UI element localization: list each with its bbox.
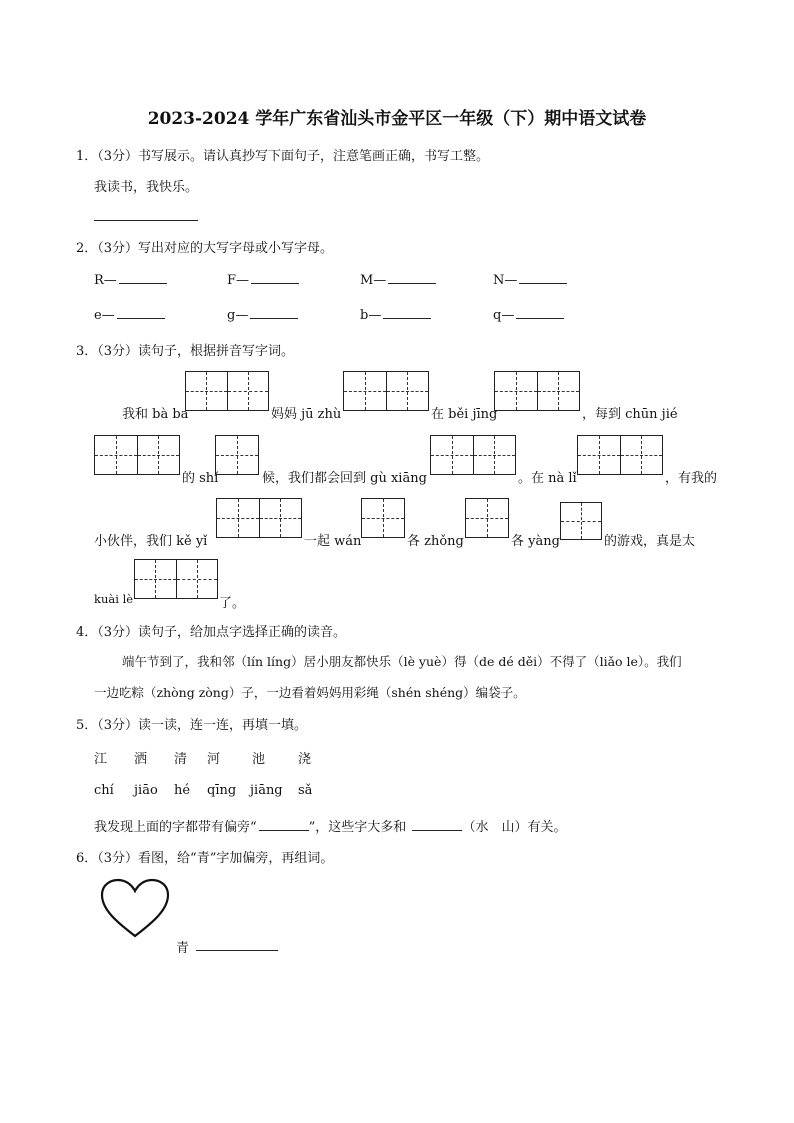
pinyin[interactable]: qīng <box>207 783 237 798</box>
answer-blank[interactable] <box>250 307 298 319</box>
writing-grid[interactable] <box>134 559 218 599</box>
writing-grid[interactable] <box>94 435 180 475</box>
q3-text: 的游戏，真是太 <box>604 534 696 549</box>
q3-text: ，每到 chūn jié <box>582 407 678 422</box>
writing-grid[interactable] <box>494 371 580 411</box>
q3-text: 小伙伴，我们 kě yǐ <box>94 534 208 549</box>
writing-grid[interactable] <box>185 371 269 411</box>
char[interactable]: 洒 <box>134 752 148 767</box>
q3-text: 各 zhǒng <box>407 534 464 549</box>
q3-text: 各 yàng <box>511 534 560 549</box>
answer-blank[interactable] <box>519 272 567 284</box>
q4-header: 4．（3分）读句子，给加点字选择正确的读音。 <box>76 625 347 640</box>
q3-text: 妈妈 jū zhù <box>271 407 342 422</box>
q2-item-M: M— <box>360 272 436 288</box>
answer-blank[interactable] <box>388 272 436 284</box>
answer-blank[interactable] <box>117 307 165 319</box>
q3-text: 了。 <box>219 596 246 611</box>
char[interactable]: 清 <box>174 752 188 767</box>
char[interactable]: 江 <box>94 752 108 767</box>
q6-header: 6．（3分）看图，给“青”字加偏旁，再组词。 <box>76 851 334 866</box>
q3-text: 一起 wán <box>304 534 362 549</box>
q1-sentence: 我读书，我快乐。 <box>94 180 199 195</box>
writing-grid[interactable] <box>343 371 429 411</box>
answer-blank[interactable] <box>516 307 564 319</box>
q6-answer-line[interactable] <box>196 950 278 951</box>
char[interactable]: 池 <box>252 752 266 767</box>
writing-grid[interactable] <box>465 498 509 538</box>
writing-grid[interactable] <box>430 435 516 475</box>
q4-line1: 端午节到了，我和邻（lín líng）居小朋友都快乐（lè yuè）得（de dé děi）不得了（liǎo le）。我们 <box>122 654 682 669</box>
q3-text: kuài lè <box>94 592 134 606</box>
writing-grid[interactable] <box>361 498 405 538</box>
writing-grid[interactable] <box>560 502 602 540</box>
q3-text: 的 shí <box>182 471 219 486</box>
q6-char: 青 <box>176 941 190 956</box>
q2-item-b: b— <box>360 307 431 323</box>
q3-text: 我和 bà ba <box>122 407 189 422</box>
heart-icon <box>100 878 170 940</box>
writing-grid[interactable] <box>577 435 663 475</box>
q2-item-e: e— <box>94 307 165 323</box>
q2-item-q: q— <box>493 307 564 323</box>
q3-text: ，有我的 <box>665 471 718 486</box>
pinyin[interactable]: hé <box>174 783 191 798</box>
pinyin[interactable]: sǎ <box>298 783 313 798</box>
q2-item-N: N— <box>493 272 567 288</box>
page-title: 2023-2024 学年广东省汕头市金平区一年级（下）期中语文试卷 <box>147 109 647 129</box>
answer-blank[interactable] <box>251 272 299 284</box>
answer-blank[interactable] <box>383 307 431 319</box>
q4-line2: 一边吃粽（zhòng zòng）子，一边看着妈妈用彩绳（shén shéng）编袋子。 <box>94 685 526 700</box>
answer-blank[interactable] <box>412 819 462 831</box>
q3-text: 候，我们都会回到 gù xiāng <box>262 471 427 486</box>
writing-grid[interactable] <box>215 435 259 475</box>
writing-grid[interactable] <box>216 498 302 538</box>
q5-header: 5．（3分）读一读，连一连，再填一填。 <box>76 718 308 733</box>
answer-blank[interactable] <box>119 272 167 284</box>
q2-item-g: g— <box>227 307 298 323</box>
answer-blank[interactable] <box>259 819 309 831</box>
q2-item-F: F— <box>227 272 299 288</box>
q2-item-R: R— <box>94 272 167 288</box>
q3-text: 在 běi jīng <box>431 407 498 422</box>
q1-answer-line[interactable] <box>94 220 198 221</box>
q3-header: 3．（3分）读句子，根据拼音写字词。 <box>76 344 295 359</box>
q1-header: 1．（3分）书写展示。请认真抄写下面句子，注意笔画正确，书写工整。 <box>76 149 490 164</box>
char[interactable]: 河 <box>207 752 221 767</box>
char[interactable]: 浇 <box>298 752 312 767</box>
pinyin[interactable]: jiāo <box>134 783 158 798</box>
pinyin[interactable]: jiāng <box>250 783 283 798</box>
q2-header: 2．（3分）写出对应的大写字母或小写字母。 <box>76 241 334 256</box>
pinyin[interactable]: chí <box>94 783 114 798</box>
q3-text: 。在 nà lǐ <box>518 471 577 486</box>
q5-fill: 我发现上面的字都带有偏旁“ ”，这些字大多和 （水 山）有关。 <box>94 820 567 835</box>
